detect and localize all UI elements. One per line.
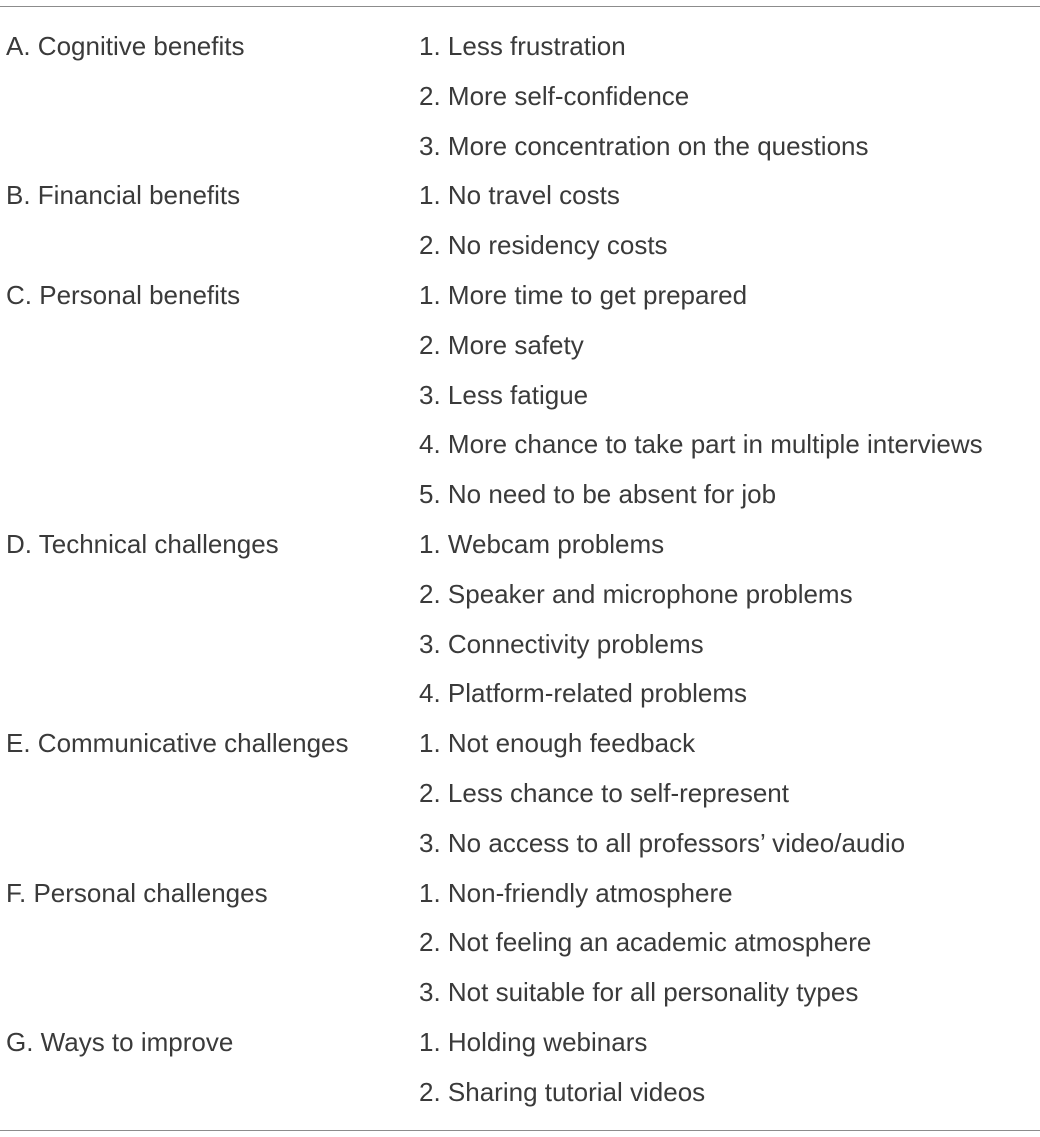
- item-list: [419, 719, 1040, 868]
- item-list: [419, 22, 1040, 171]
- category-label: F. Personal challenges: [6, 877, 268, 908]
- list-item: 3. Connectivity problems: [419, 628, 704, 659]
- table-group: [6, 719, 1040, 868]
- category-label: C. Personal benefits: [6, 279, 241, 310]
- list-item: 5. No need to be absent for job: [419, 479, 777, 510]
- table-group: [6, 22, 1040, 171]
- table-group: [6, 520, 1040, 719]
- list-item: 2. More self-confidence: [419, 80, 690, 111]
- themes-table: [6, 22, 1040, 1118]
- table-group: [6, 171, 1040, 271]
- item-list: [419, 271, 1040, 520]
- list-item: 3. No access to all professors’ video/audio: [419, 827, 906, 858]
- list-item: 1. Holding webinars: [419, 1026, 648, 1057]
- list-item: 3. More concentration on the questions: [419, 130, 869, 161]
- list-item: 2. Speaker and microphone problems: [419, 578, 853, 609]
- list-item: 1. More time to get prepared: [419, 279, 748, 310]
- item-list: [419, 1018, 1040, 1118]
- table-bottom-rule: [0, 1130, 1040, 1131]
- list-item: 2. Sharing tutorial videos: [419, 1076, 706, 1107]
- list-item: 1. Non-friendly atmosphere: [419, 877, 733, 908]
- category-label: D. Technical challenges: [6, 528, 279, 559]
- table-group: [6, 1018, 1040, 1118]
- list-item: 2. More safety: [419, 329, 584, 360]
- list-item: 2. No residency costs: [419, 230, 668, 261]
- category-label: B. Financial benefits: [6, 180, 241, 211]
- item-list: [419, 520, 1040, 719]
- list-item: 4. More chance to take part in multiple interviews: [419, 429, 983, 460]
- table-group: [6, 869, 1040, 1018]
- list-item: 3. Less fatigue: [419, 379, 589, 410]
- category-label: A. Cognitive benefits: [6, 31, 245, 61]
- list-item: 3. Not suitable for all personality types: [419, 977, 859, 1008]
- list-item: 2. Less chance to self-represent: [419, 777, 789, 808]
- table-top-rule: [0, 6, 1040, 7]
- list-item: 1. No travel costs: [419, 180, 620, 211]
- table-group: [6, 271, 1040, 520]
- list-item: 2. Not feeling an academic atmosphere: [419, 927, 872, 958]
- category-label: E. Communicative challenges: [6, 728, 349, 759]
- item-list: [419, 171, 1040, 271]
- item-list: [419, 869, 1040, 1018]
- list-item: 1. Less frustration: [419, 31, 626, 61]
- list-item: 1. Webcam problems: [419, 528, 665, 559]
- list-item: 4. Platform-related problems: [419, 678, 748, 709]
- list-item: 1. Not enough feedback: [419, 728, 696, 759]
- category-label: G. Ways to improve: [6, 1026, 234, 1057]
